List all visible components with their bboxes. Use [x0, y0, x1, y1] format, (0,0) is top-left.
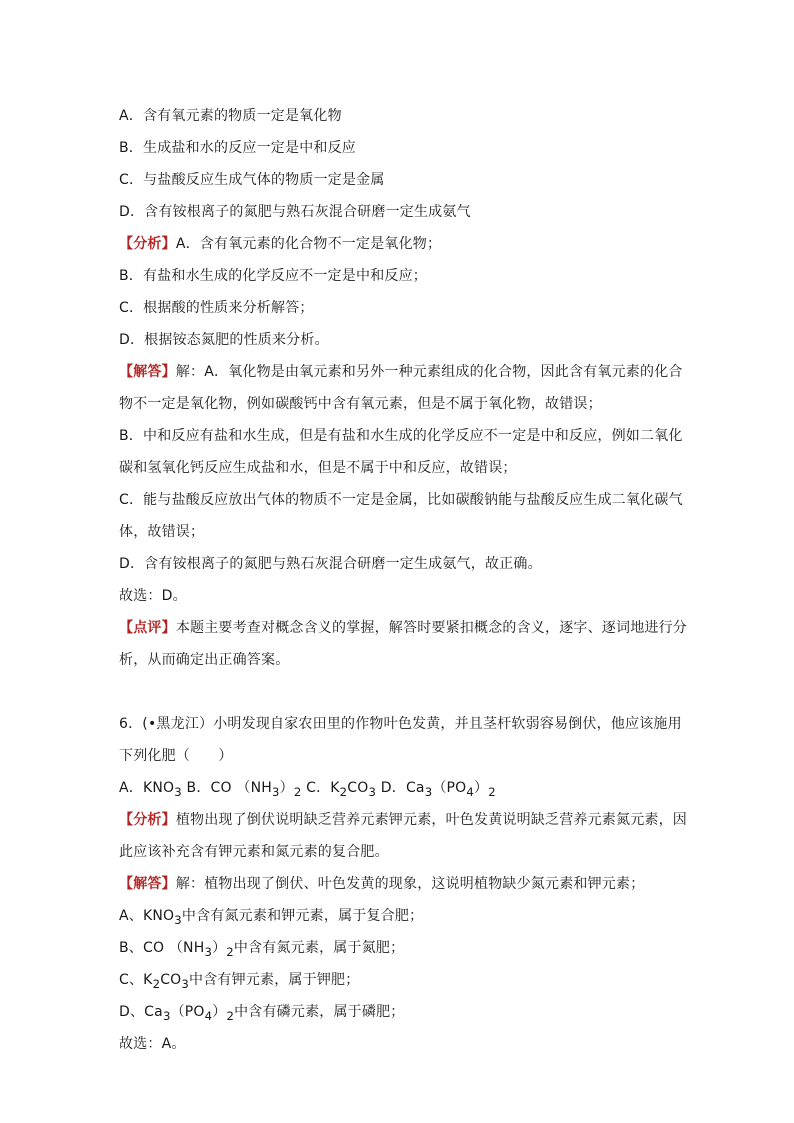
option-a: A．KNO — [119, 780, 175, 796]
q5-answer-line: C．能与盐酸反应放出气体的物质不一定是金属，比如碳酸钠能与盐酸反应生成二氧化碳气 — [119, 492, 683, 508]
formula-part: ） — [212, 940, 227, 956]
paren: ） — [279, 780, 294, 796]
q6-answer-a — [119, 906, 423, 930]
q5-answer-line: 体，故错误； — [119, 524, 205, 540]
analysis-tag: 【分析】 — [119, 236, 176, 252]
q6-answer-c — [119, 970, 359, 994]
q6-answer-b — [119, 938, 404, 962]
comment-text: 本题主要考查对概念含义的掌握，解答时要紧扣概念的含义，逐字、逐词地进行分 — [175, 620, 688, 636]
subscript: 3 — [271, 784, 280, 799]
q5-comment-line — [119, 618, 687, 638]
q6-options — [119, 778, 496, 802]
answer-text: 中含有磷元素，属于磷肥； — [234, 1004, 405, 1020]
answer-text: 解：植物出现了倒伏、叶色发黄的现象，这说明植物缺少氮元素和钾元素； — [175, 876, 645, 892]
formula-part: ） — [212, 1004, 227, 1020]
formula-part: A、KNO — [119, 908, 175, 924]
q5-analysis-line: C．根据酸的性质来分析解答； — [119, 300, 314, 316]
q6-analysis-line — [119, 810, 687, 830]
answer-tag: 【解答】 — [119, 876, 176, 892]
subscript: 3 — [424, 784, 433, 799]
q5-comment-line: 析，从而确定出正确答案。 — [119, 652, 290, 668]
q6-answer-line — [119, 874, 644, 894]
subscript: 3 — [174, 912, 182, 927]
q5-answer-line — [119, 362, 683, 382]
formula-part: （PO — [170, 1004, 205, 1020]
subscript: 3 — [162, 1008, 171, 1023]
q6-stem: 6．(•黑龙江）小明发现自家农田里的作物叶色发黄，并且茎杆软弱容易倒伏，他应该施用 — [119, 716, 682, 732]
formula-part: B、CO （NH — [119, 940, 205, 956]
answer-text: 中含有氮元素和钾元素，属于复合肥； — [181, 908, 424, 924]
formula-part: CO — [347, 780, 369, 796]
analysis-text: A．含有氧元素的化合物不一定是氧化物； — [175, 236, 442, 252]
formula-part: CO — [160, 972, 182, 988]
q6-answer-choice: 故选：A。 — [119, 1036, 186, 1052]
subscript: 3 — [181, 976, 190, 991]
q5-option-b: B．生成盐和水的反应一定是中和反应 — [119, 140, 357, 156]
q5-analysis-line: D．根据铵态氮肥的性质来分析。 — [119, 332, 329, 348]
formula-part: D、Ca — [119, 1004, 163, 1020]
subscript: 2 — [293, 784, 302, 799]
subscript: 4 — [466, 784, 475, 799]
subscript: 3 — [368, 784, 377, 799]
analysis-text: 植物出现了倒伏说明缺乏营养元素钾元素，叶色发黄说明缺乏营养元素氮元素，因 — [175, 812, 688, 828]
answer-tag: 【解答】 — [119, 364, 176, 380]
option-d: D．Ca — [376, 780, 425, 796]
answer-text: 中含有钾元素，属于钾肥； — [189, 972, 360, 988]
option-c: C．K — [301, 780, 340, 796]
formula-part: （PO — [432, 780, 467, 796]
answer-text: 解：A．氧化物是由氧元素和另外一种元素组成的化合物，因此含有氧元素的化合 — [175, 364, 683, 380]
subscript: 2 — [339, 784, 348, 799]
analysis-tag: 【分析】 — [119, 812, 176, 828]
q5-answer-line: B．中和反应有盐和水生成，但是有盐和水生成的化学反应不一定是中和反应，例如二氧化 — [119, 428, 683, 444]
q6-analysis-line: 此应该补充含有钾元素和氮元素的复合肥。 — [119, 844, 389, 860]
q5-option-d: D．含有铵根离子的氮肥与熟石灰混合研磨一定生成氨气 — [119, 204, 471, 220]
answer-text: 中含有氮元素，属于氮肥； — [233, 940, 405, 956]
q5-answer-choice: 故选：D。 — [119, 588, 187, 604]
q5-option-a: A．含有氧元素的物质一定是氧化物 — [119, 108, 342, 124]
subscript: 2 — [152, 976, 161, 991]
subscript: 3 — [174, 784, 182, 799]
paren: ） — [474, 780, 489, 796]
subscript: 2 — [226, 1008, 235, 1023]
subscript: 3 — [204, 944, 213, 959]
q5-answer-line: 物不一定是氧化物，例如碳酸钙中含有氧元素，但是不属于氧化物，故错误； — [119, 396, 602, 412]
q5-option-c: C．与盐酸反应生成气体的物质一定是金属 — [119, 172, 385, 188]
subscript: 2 — [226, 944, 234, 959]
option-b: B．CO （NH — [181, 780, 272, 796]
formula-part: C、K — [119, 972, 153, 988]
q5-analysis-line: B．有盐和水生成的化学反应不一定是中和反应； — [119, 268, 428, 284]
q5-answer-line: D．含有铵根离子的氮肥与熟石灰混合研磨一定生成氨气，故正确。 — [119, 556, 542, 572]
q6-stem: 下列化肥（ ） — [119, 748, 233, 764]
subscript: 4 — [204, 1008, 213, 1023]
q5-analysis-line — [119, 234, 441, 254]
q6-answer-d — [119, 1002, 404, 1026]
q5-answer-line: 碳和氢氧化钙反应生成盐和水，但是不属于中和反应，故错误； — [119, 460, 517, 476]
comment-tag: 【点评】 — [119, 620, 176, 636]
subscript: 2 — [488, 784, 496, 799]
